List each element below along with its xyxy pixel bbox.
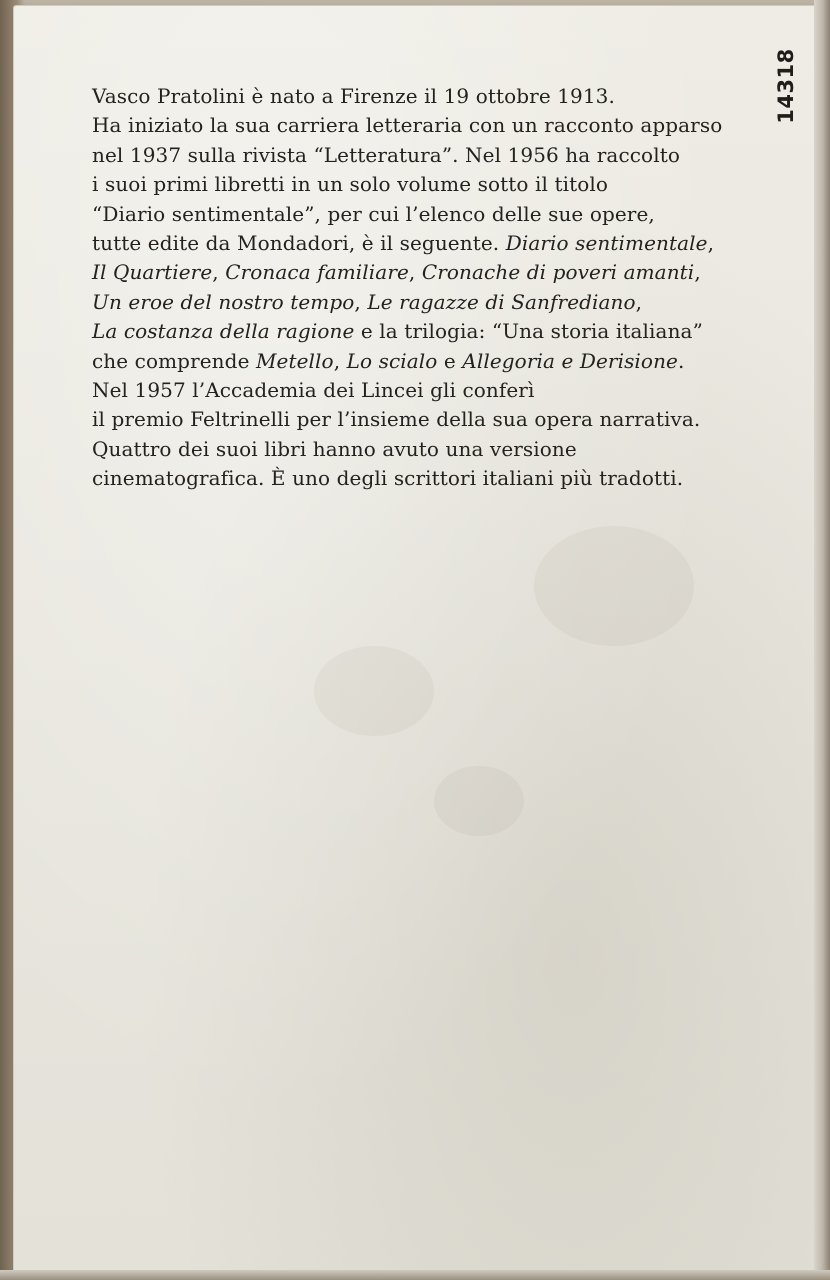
bio-line [92, 141, 712, 170]
bio-line [92, 258, 712, 287]
bio-text: i suoi primi libretti in un solo volume sotto il titolo [92, 172, 608, 197]
catalog-number [774, 46, 798, 126]
bio-text: Ha iniziato la sua carriera letteraria con un racconto apparso [92, 113, 723, 138]
bio-text: Vasco Pratolini è nato a Firenze il 19 ottobre 1913. [92, 84, 615, 108]
bio-line [92, 435, 712, 464]
cover-bottom-edge [0, 1270, 830, 1280]
author-biography [92, 82, 723, 494]
bio-text: che comprende [92, 348, 256, 373]
bio-text: , [707, 231, 715, 256]
bio-line [92, 200, 712, 229]
book-title: Lo scialo [346, 348, 438, 373]
bio-line [92, 288, 712, 317]
bio-text: “Diario sentimentale”, per cui l’elenco delle sue opere, [92, 201, 655, 226]
book-title: Cronache di poveri amanti [421, 260, 695, 285]
book-title: Il Quartiere [92, 260, 213, 285]
bio-line [92, 229, 715, 258]
book-title: Allegoria e Derisione [462, 348, 678, 373]
bio-text: nel 1937 sulla rivista “Letteratura”. Nel 1956 ha raccolto [92, 142, 680, 167]
bio-line [92, 317, 712, 346]
paper-stain [534, 526, 694, 646]
bio-text: , [635, 289, 643, 314]
bio-text: Quattro dei suoi libri hanno avuto una versione [92, 436, 577, 461]
bio-text: tutte edite da Mondadori, è il seguente. [92, 231, 506, 256]
cover-right-edge [814, 0, 830, 1280]
bio-line [92, 405, 712, 434]
bio-text: , [694, 260, 701, 285]
bio-text: e [437, 348, 463, 373]
bio-text: cinematografica. È uno degli scrittori italiani più tradotti. [92, 466, 684, 491]
bio-text: , [354, 289, 368, 314]
book-title: Le ragazze di Sanfrediano [367, 289, 636, 314]
bio-line [92, 170, 712, 199]
bio-text: e la trilogia: “Una storia italiana” [354, 319, 703, 344]
back-cover [14, 6, 816, 1272]
paper-stain [314, 646, 434, 736]
bio-line [92, 82, 712, 111]
bio-text: il premio Feltrinelli per l’insieme della sua opera narrativa. [92, 407, 701, 432]
book-title: La costanza della ragione [92, 319, 355, 344]
bio-text: . [678, 348, 685, 373]
bio-line [92, 464, 712, 493]
book-title: Metello [255, 348, 334, 373]
bio-line [92, 347, 712, 376]
book-title: Cronaca familiare [225, 260, 409, 285]
book-title: Un eroe del nostro tempo [92, 289, 355, 314]
bio-text: , [333, 348, 347, 373]
bio-text: , [212, 260, 226, 285]
bio-text: Nel 1957 l’Accademia dei Lincei gli conferì [92, 378, 535, 403]
book-title: Diario sentimentale [505, 231, 708, 256]
bio-line [92, 376, 712, 405]
catalog-number-text: 14318 [774, 48, 798, 124]
bio-text: , [408, 260, 422, 285]
paper-stain [434, 766, 524, 836]
bio-line [92, 111, 723, 140]
